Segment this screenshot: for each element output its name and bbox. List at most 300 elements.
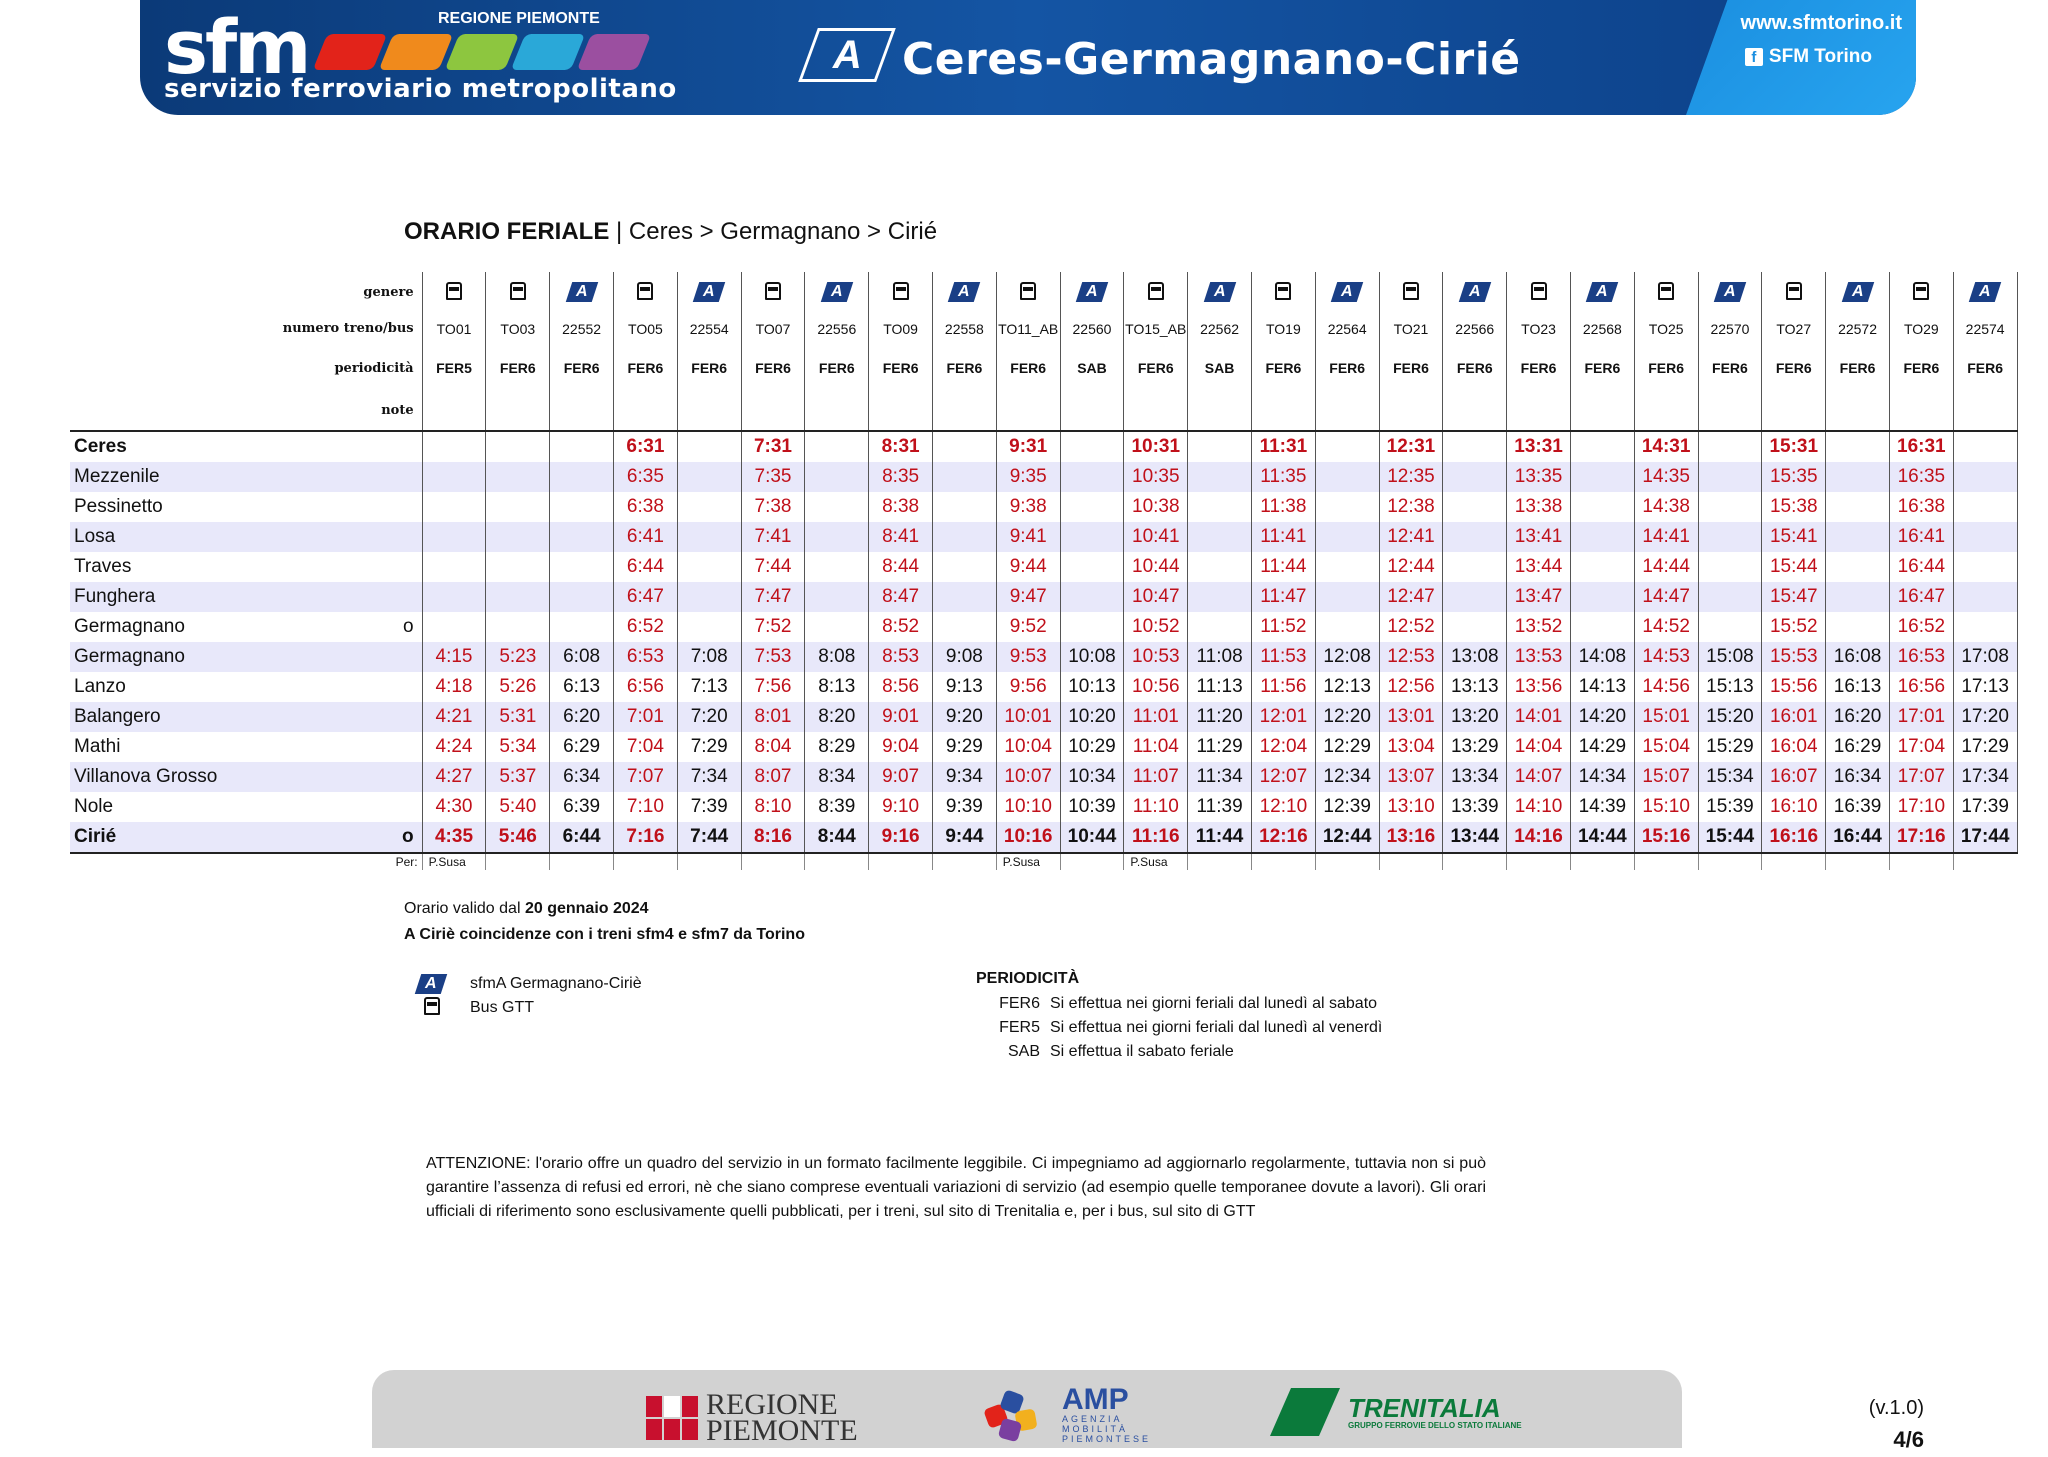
time-cell: 11:47	[1251, 582, 1315, 612]
note-cell	[1953, 390, 2017, 431]
time-cell	[1826, 431, 1890, 462]
time-cell: 10:47	[1124, 582, 1188, 612]
genre-cell	[1124, 272, 1188, 312]
time-cell: 13:07	[1379, 762, 1443, 792]
time-cell: 6:44	[550, 822, 614, 853]
note-cell	[1379, 390, 1443, 431]
time-cell: 14:07	[1507, 762, 1571, 792]
header-label: genere	[363, 284, 414, 300]
periodicity-code: FER6	[1698, 346, 1762, 390]
time-cell: 5:37	[486, 762, 550, 792]
destination-cell	[1060, 853, 1124, 870]
note-cell	[486, 390, 550, 431]
time-cell: 7:35	[741, 462, 805, 492]
time-cell: 14:52	[1634, 612, 1698, 642]
time-cell: 9:10	[869, 792, 933, 822]
disclaimer-text: ATTENZIONE: l'orario offre un quadro del servizio in un formato facilmente leggibile. Ci impegniamo ad aggiornarlo regolarmente, tuttavia non si può garantire l’assenza di refusi ed errori, nè che siano comprese eventuali variazioni di servizio (ad esempio quelle temporanee dovute a lavori). Gli orari ufficiali di riferimento sono esclusivamente quelli pubblicati, per i treni, sul sito di Trenitalia e, per i bus, sul sito di GTT	[426, 1155, 1486, 1220]
genre-cell	[869, 272, 933, 312]
time-cell	[677, 462, 741, 492]
time-cell	[1698, 612, 1762, 642]
time-cell: 7:53	[741, 642, 805, 672]
time-cell: 13:01	[1379, 702, 1443, 732]
facebook-link[interactable]	[1745, 46, 1872, 68]
service-number: 22556	[805, 312, 869, 346]
time-cell: 13:04	[1379, 732, 1443, 762]
periodicity-code: FER6	[932, 346, 996, 390]
time-cell: 4:24	[422, 732, 486, 762]
time-cell: 15:08	[1698, 642, 1762, 672]
time-cell: 9:31	[996, 431, 1060, 462]
destination-cell	[1826, 853, 1890, 870]
time-cell	[422, 462, 486, 492]
genre-cell	[1570, 272, 1634, 312]
time-cell: 14:47	[1634, 582, 1698, 612]
time-cell: 10:53	[1124, 642, 1188, 672]
service-number: 22564	[1315, 312, 1379, 346]
stop-name: Mathi	[74, 736, 121, 757]
train-a-icon: A	[1714, 282, 1746, 302]
time-cell: 17:08	[1953, 642, 2017, 672]
time-cell: 17:13	[1953, 672, 2017, 702]
time-cell: 12:10	[1251, 792, 1315, 822]
time-cell	[1443, 552, 1507, 582]
time-cell: 6:47	[614, 582, 678, 612]
time-cell: 17:39	[1953, 792, 2017, 822]
time-cell: 12:39	[1315, 792, 1379, 822]
time-cell: 7:34	[677, 762, 741, 792]
time-cell: 6:29	[550, 732, 614, 762]
time-cell	[422, 552, 486, 582]
time-cell: 12:41	[1379, 522, 1443, 552]
time-cell	[1570, 582, 1634, 612]
note-cell	[996, 390, 1060, 431]
version-info	[1869, 1392, 1924, 1457]
time-cell	[1953, 552, 2017, 582]
train-a-icon: A	[821, 282, 853, 302]
destination-cell	[1507, 853, 1571, 870]
periodicity-code: SAB	[1060, 346, 1124, 390]
time-cell: 15:44	[1762, 552, 1826, 582]
genre-cell	[1953, 272, 2017, 312]
time-cell: 6:52	[614, 612, 678, 642]
time-cell: 6:39	[550, 792, 614, 822]
bus-icon	[1148, 282, 1164, 300]
time-cell	[1698, 582, 1762, 612]
stop-name: Germagnano	[74, 616, 185, 637]
time-cell	[1953, 462, 2017, 492]
periodicity-text: Si effettua nei giorni feriali dal lunedì al sabato	[1050, 995, 1378, 1012]
time-cell: 12:20	[1315, 702, 1379, 732]
stop-indicator	[402, 732, 422, 762]
time-cell: 10:41	[1124, 522, 1188, 552]
time-cell: 11:56	[1251, 672, 1315, 702]
time-cell: 12:31	[1379, 431, 1443, 462]
schedule-title	[404, 218, 937, 246]
destination-cell	[1889, 853, 1953, 870]
bus-icon	[1020, 282, 1036, 300]
time-cell	[677, 431, 741, 462]
time-cell: 16:52	[1889, 612, 1953, 642]
time-cell	[550, 462, 614, 492]
time-cell	[1315, 462, 1379, 492]
time-cell	[677, 612, 741, 642]
time-cell	[1826, 492, 1890, 522]
time-cell: 9:04	[869, 732, 933, 762]
time-cell	[1698, 431, 1762, 462]
service-number: 22560	[1060, 312, 1124, 346]
time-cell	[550, 431, 614, 462]
time-cell: 4:21	[422, 702, 486, 732]
time-cell: 12:47	[1379, 582, 1443, 612]
time-cell	[422, 612, 486, 642]
destination-cell	[1634, 853, 1698, 870]
region-label: REGIONE PIEMONTE	[438, 10, 600, 27]
stop-indicator	[402, 522, 422, 552]
time-cell	[932, 492, 996, 522]
time-cell: 6:41	[614, 522, 678, 552]
time-cell: 14:44	[1570, 822, 1634, 853]
periodicity-code: FER6	[1124, 346, 1188, 390]
time-cell: 7:20	[677, 702, 741, 732]
stop-name: Lanzo	[74, 676, 126, 697]
bus-icon	[1913, 282, 1929, 300]
time-cell: 10:08	[1060, 642, 1124, 672]
line-title: Ceres-Germagnano-Cirié	[902, 34, 1521, 85]
time-cell: 10:04	[996, 732, 1060, 762]
time-cell: 8:34	[805, 762, 869, 792]
genre-cell	[550, 272, 614, 312]
time-cell	[932, 552, 996, 582]
time-cell	[1698, 462, 1762, 492]
time-cell: 14:53	[1634, 642, 1698, 672]
note-cell	[1826, 390, 1890, 431]
train-a-icon: A	[693, 282, 725, 302]
note-cell	[1698, 390, 1762, 431]
stop-indicator	[402, 762, 422, 792]
time-cell: 15:47	[1762, 582, 1826, 612]
time-cell: 15:56	[1762, 672, 1826, 702]
time-cell	[1443, 612, 1507, 642]
periodicity-legend	[976, 970, 1382, 1064]
time-cell: 12:08	[1315, 642, 1379, 672]
bus-icon	[765, 282, 781, 300]
destination-cell	[741, 853, 805, 870]
service-number: TO15_AB	[1124, 312, 1188, 346]
periodicity-code: FER6	[996, 346, 1060, 390]
time-cell	[486, 431, 550, 462]
destination-cell	[1698, 853, 1762, 870]
time-cell: 10:34	[1060, 762, 1124, 792]
time-cell: 12:34	[1315, 762, 1379, 792]
time-cell: 12:53	[1379, 642, 1443, 672]
time-cell: 13:20	[1443, 702, 1507, 732]
time-cell: 8:04	[741, 732, 805, 762]
time-cell: 6:13	[550, 672, 614, 702]
time-cell: 13:38	[1507, 492, 1571, 522]
stop-indicator	[402, 462, 422, 492]
time-cell: 10:44	[1060, 822, 1124, 853]
genre-cell	[1315, 272, 1379, 312]
facebook-icon: f	[1745, 48, 1763, 66]
time-cell: 5:23	[486, 642, 550, 672]
time-cell: 10:13	[1060, 672, 1124, 702]
time-cell: 13:29	[1443, 732, 1507, 762]
genre-cell	[1443, 272, 1507, 312]
time-cell: 5:46	[486, 822, 550, 853]
time-cell: 4:18	[422, 672, 486, 702]
time-cell: 11:35	[1251, 462, 1315, 492]
time-cell: 7:04	[614, 732, 678, 762]
time-cell: 7:39	[677, 792, 741, 822]
time-cell: 11:04	[1124, 732, 1188, 762]
logo-stripe	[379, 34, 454, 70]
time-cell: 5:34	[486, 732, 550, 762]
time-cell: 8:41	[869, 522, 933, 552]
time-cell: 10:29	[1060, 732, 1124, 762]
time-cell	[550, 552, 614, 582]
time-cell: 15:39	[1698, 792, 1762, 822]
header-row	[70, 346, 2017, 390]
time-cell	[1060, 612, 1124, 642]
time-cell	[1315, 492, 1379, 522]
time-cell: 12:16	[1251, 822, 1315, 853]
train-a-icon: A	[1331, 282, 1363, 302]
time-cell	[1570, 612, 1634, 642]
time-cell: 8:35	[869, 462, 933, 492]
periodicity-code: FER5	[422, 346, 486, 390]
destination-row	[70, 853, 2017, 870]
time-cell: 14:56	[1634, 672, 1698, 702]
website-link[interactable]: www.sfmtorino.it	[1740, 12, 1902, 34]
time-cell: 10:52	[1124, 612, 1188, 642]
service-number: TO05	[614, 312, 678, 346]
note-cell	[1634, 390, 1698, 431]
time-cell: 15:07	[1634, 762, 1698, 792]
stop-name: Funghera	[70, 582, 402, 612]
time-cell: 15:20	[1698, 702, 1762, 732]
time-cell: 11:10	[1124, 792, 1188, 822]
train-a-icon: A	[415, 974, 447, 994]
stop-row	[70, 552, 2017, 582]
time-cell: 12:44	[1379, 552, 1443, 582]
periodicity-item	[976, 1016, 1382, 1040]
time-cell: 11:29	[1188, 732, 1252, 762]
time-cell: 10:31	[1124, 431, 1188, 462]
time-cell	[1953, 522, 2017, 552]
periodicity-code: FER6	[1889, 346, 1953, 390]
periodicity-code: FER6	[1315, 346, 1379, 390]
destination-cell	[486, 853, 550, 870]
time-cell: 13:34	[1443, 762, 1507, 792]
stop-name: Ceres	[70, 431, 402, 462]
time-cell: 16:04	[1762, 732, 1826, 762]
time-cell: 14:34	[1570, 762, 1634, 792]
timetable	[70, 272, 2018, 870]
time-cell: 6:08	[550, 642, 614, 672]
time-cell: 11:13	[1188, 672, 1252, 702]
time-cell: 15:35	[1762, 462, 1826, 492]
service-number: TO29	[1889, 312, 1953, 346]
periodicity-code: FER6	[1507, 346, 1571, 390]
time-cell: 8:56	[869, 672, 933, 702]
time-cell: 10:56	[1124, 672, 1188, 702]
destination-cell	[1762, 853, 1826, 870]
time-cell: 9:52	[996, 612, 1060, 642]
stop-name: Pessinetto	[74, 496, 163, 517]
time-cell: 8:08	[805, 642, 869, 672]
time-cell: 8:01	[741, 702, 805, 732]
time-cell	[805, 431, 869, 462]
time-cell: 15:16	[1634, 822, 1698, 853]
time-cell	[1443, 582, 1507, 612]
time-cell: 7:13	[677, 672, 741, 702]
destination-cell	[1379, 853, 1443, 870]
periodicity-code: FER6	[1634, 346, 1698, 390]
time-cell: 13:10	[1379, 792, 1443, 822]
time-cell: 4:30	[422, 792, 486, 822]
time-cell: 14:10	[1507, 792, 1571, 822]
time-cell	[1060, 522, 1124, 552]
note-cell	[550, 390, 614, 431]
note-cell	[805, 390, 869, 431]
destination-label: Per:	[395, 855, 418, 869]
time-cell: 17:07	[1889, 762, 1953, 792]
time-cell	[1315, 612, 1379, 642]
time-cell: 11:53	[1251, 642, 1315, 672]
service-number: TO21	[1379, 312, 1443, 346]
periodicity-text: Si effettua nei giorni feriali dal lunedì al venerdì	[1050, 1019, 1383, 1036]
genre-cell	[1379, 272, 1443, 312]
bus-icon	[1786, 282, 1802, 300]
time-cell: 4:27	[422, 762, 486, 792]
time-cell	[1443, 492, 1507, 522]
logo-stripe	[313, 34, 388, 70]
time-cell: 15:52	[1762, 612, 1826, 642]
time-cell: 16:39	[1826, 792, 1890, 822]
time-cell	[1188, 522, 1252, 552]
bus-icon	[1403, 282, 1419, 300]
time-cell: 5:31	[486, 702, 550, 732]
genre-cell	[996, 272, 1060, 312]
time-cell: 16:29	[1826, 732, 1890, 762]
time-cell	[932, 612, 996, 642]
time-cell	[550, 612, 614, 642]
stop-name: Mezzenile	[70, 462, 402, 492]
periodicity-code: FER6	[999, 995, 1040, 1012]
legend-item-train	[418, 972, 642, 996]
genre-cell	[1889, 272, 1953, 312]
genre-cell	[422, 272, 486, 312]
note-cell	[1251, 390, 1315, 431]
time-cell: 15:13	[1698, 672, 1762, 702]
time-cell: 8:44	[805, 822, 869, 853]
note-cell	[1762, 390, 1826, 431]
time-cell: 7:08	[677, 642, 741, 672]
time-cell: 9:01	[869, 702, 933, 732]
time-cell	[805, 582, 869, 612]
time-cell	[1953, 431, 2017, 462]
time-cell: 12:04	[1251, 732, 1315, 762]
time-cell: 8:10	[741, 792, 805, 822]
time-cell: 8:53	[869, 642, 933, 672]
periodicity-code: FER5	[999, 1019, 1040, 1036]
service-number: TO03	[486, 312, 550, 346]
genre-cell	[1251, 272, 1315, 312]
periodicity-code: FER6	[550, 346, 614, 390]
header-label: note	[381, 402, 414, 418]
time-cell: 7:56	[741, 672, 805, 702]
stop-row	[70, 702, 2017, 732]
time-cell	[550, 582, 614, 612]
time-cell: 6:34	[550, 762, 614, 792]
sfm-subtitle: servizio ferroviario metropolitano	[164, 74, 677, 104]
header-label: periodicità	[334, 360, 414, 376]
logo-stripe	[445, 34, 520, 70]
service-number: TO09	[869, 312, 933, 346]
time-cell	[1188, 552, 1252, 582]
time-cell	[1443, 522, 1507, 552]
destination-cell: P.Susa	[1124, 853, 1188, 870]
note-cell	[677, 390, 741, 431]
time-cell: 9:44	[996, 552, 1060, 582]
time-cell	[805, 462, 869, 492]
genre-cell	[1188, 272, 1252, 312]
line-a-badge	[798, 28, 896, 82]
time-cell: 8:47	[869, 582, 933, 612]
stop-indicator: o	[403, 616, 414, 637]
time-cell	[550, 522, 614, 552]
stop-name: Traves	[74, 556, 132, 577]
time-cell	[1826, 612, 1890, 642]
periodicity-title: PERIODICITÀ	[976, 970, 1080, 987]
time-cell: 11:08	[1188, 642, 1252, 672]
stop-row	[70, 642, 2017, 672]
time-cell	[550, 492, 614, 522]
time-cell: 15:34	[1698, 762, 1762, 792]
bus-icon	[424, 997, 440, 1015]
time-cell	[677, 582, 741, 612]
time-cell	[805, 612, 869, 642]
time-cell: 9:44	[932, 822, 996, 853]
note-cell	[869, 390, 933, 431]
time-cell: 5:40	[486, 792, 550, 822]
time-cell: 11:38	[1251, 492, 1315, 522]
stop-row	[70, 431, 2017, 462]
bus-icon	[1658, 282, 1674, 300]
time-cell	[1060, 492, 1124, 522]
time-cell	[677, 522, 741, 552]
service-number: TO27	[1762, 312, 1826, 346]
amp-icon	[986, 1388, 1052, 1442]
time-cell: 16:41	[1889, 522, 1953, 552]
train-a-icon: A	[565, 282, 597, 302]
time-cell	[1826, 582, 1890, 612]
time-cell: 16:34	[1826, 762, 1890, 792]
time-cell	[486, 492, 550, 522]
time-cell: 9:35	[996, 462, 1060, 492]
facebook-label: SFM Torino	[1768, 46, 1872, 67]
time-cell: 14:08	[1570, 642, 1634, 672]
time-cell: 11:41	[1251, 522, 1315, 552]
time-cell: 10:01	[996, 702, 1060, 732]
time-cell	[1060, 552, 1124, 582]
time-cell: 5:26	[486, 672, 550, 702]
line-letter: A	[832, 32, 862, 77]
time-cell: 9:29	[932, 732, 996, 762]
time-cell: 4:15	[422, 642, 486, 672]
stop-row	[70, 672, 2017, 702]
time-cell	[805, 552, 869, 582]
